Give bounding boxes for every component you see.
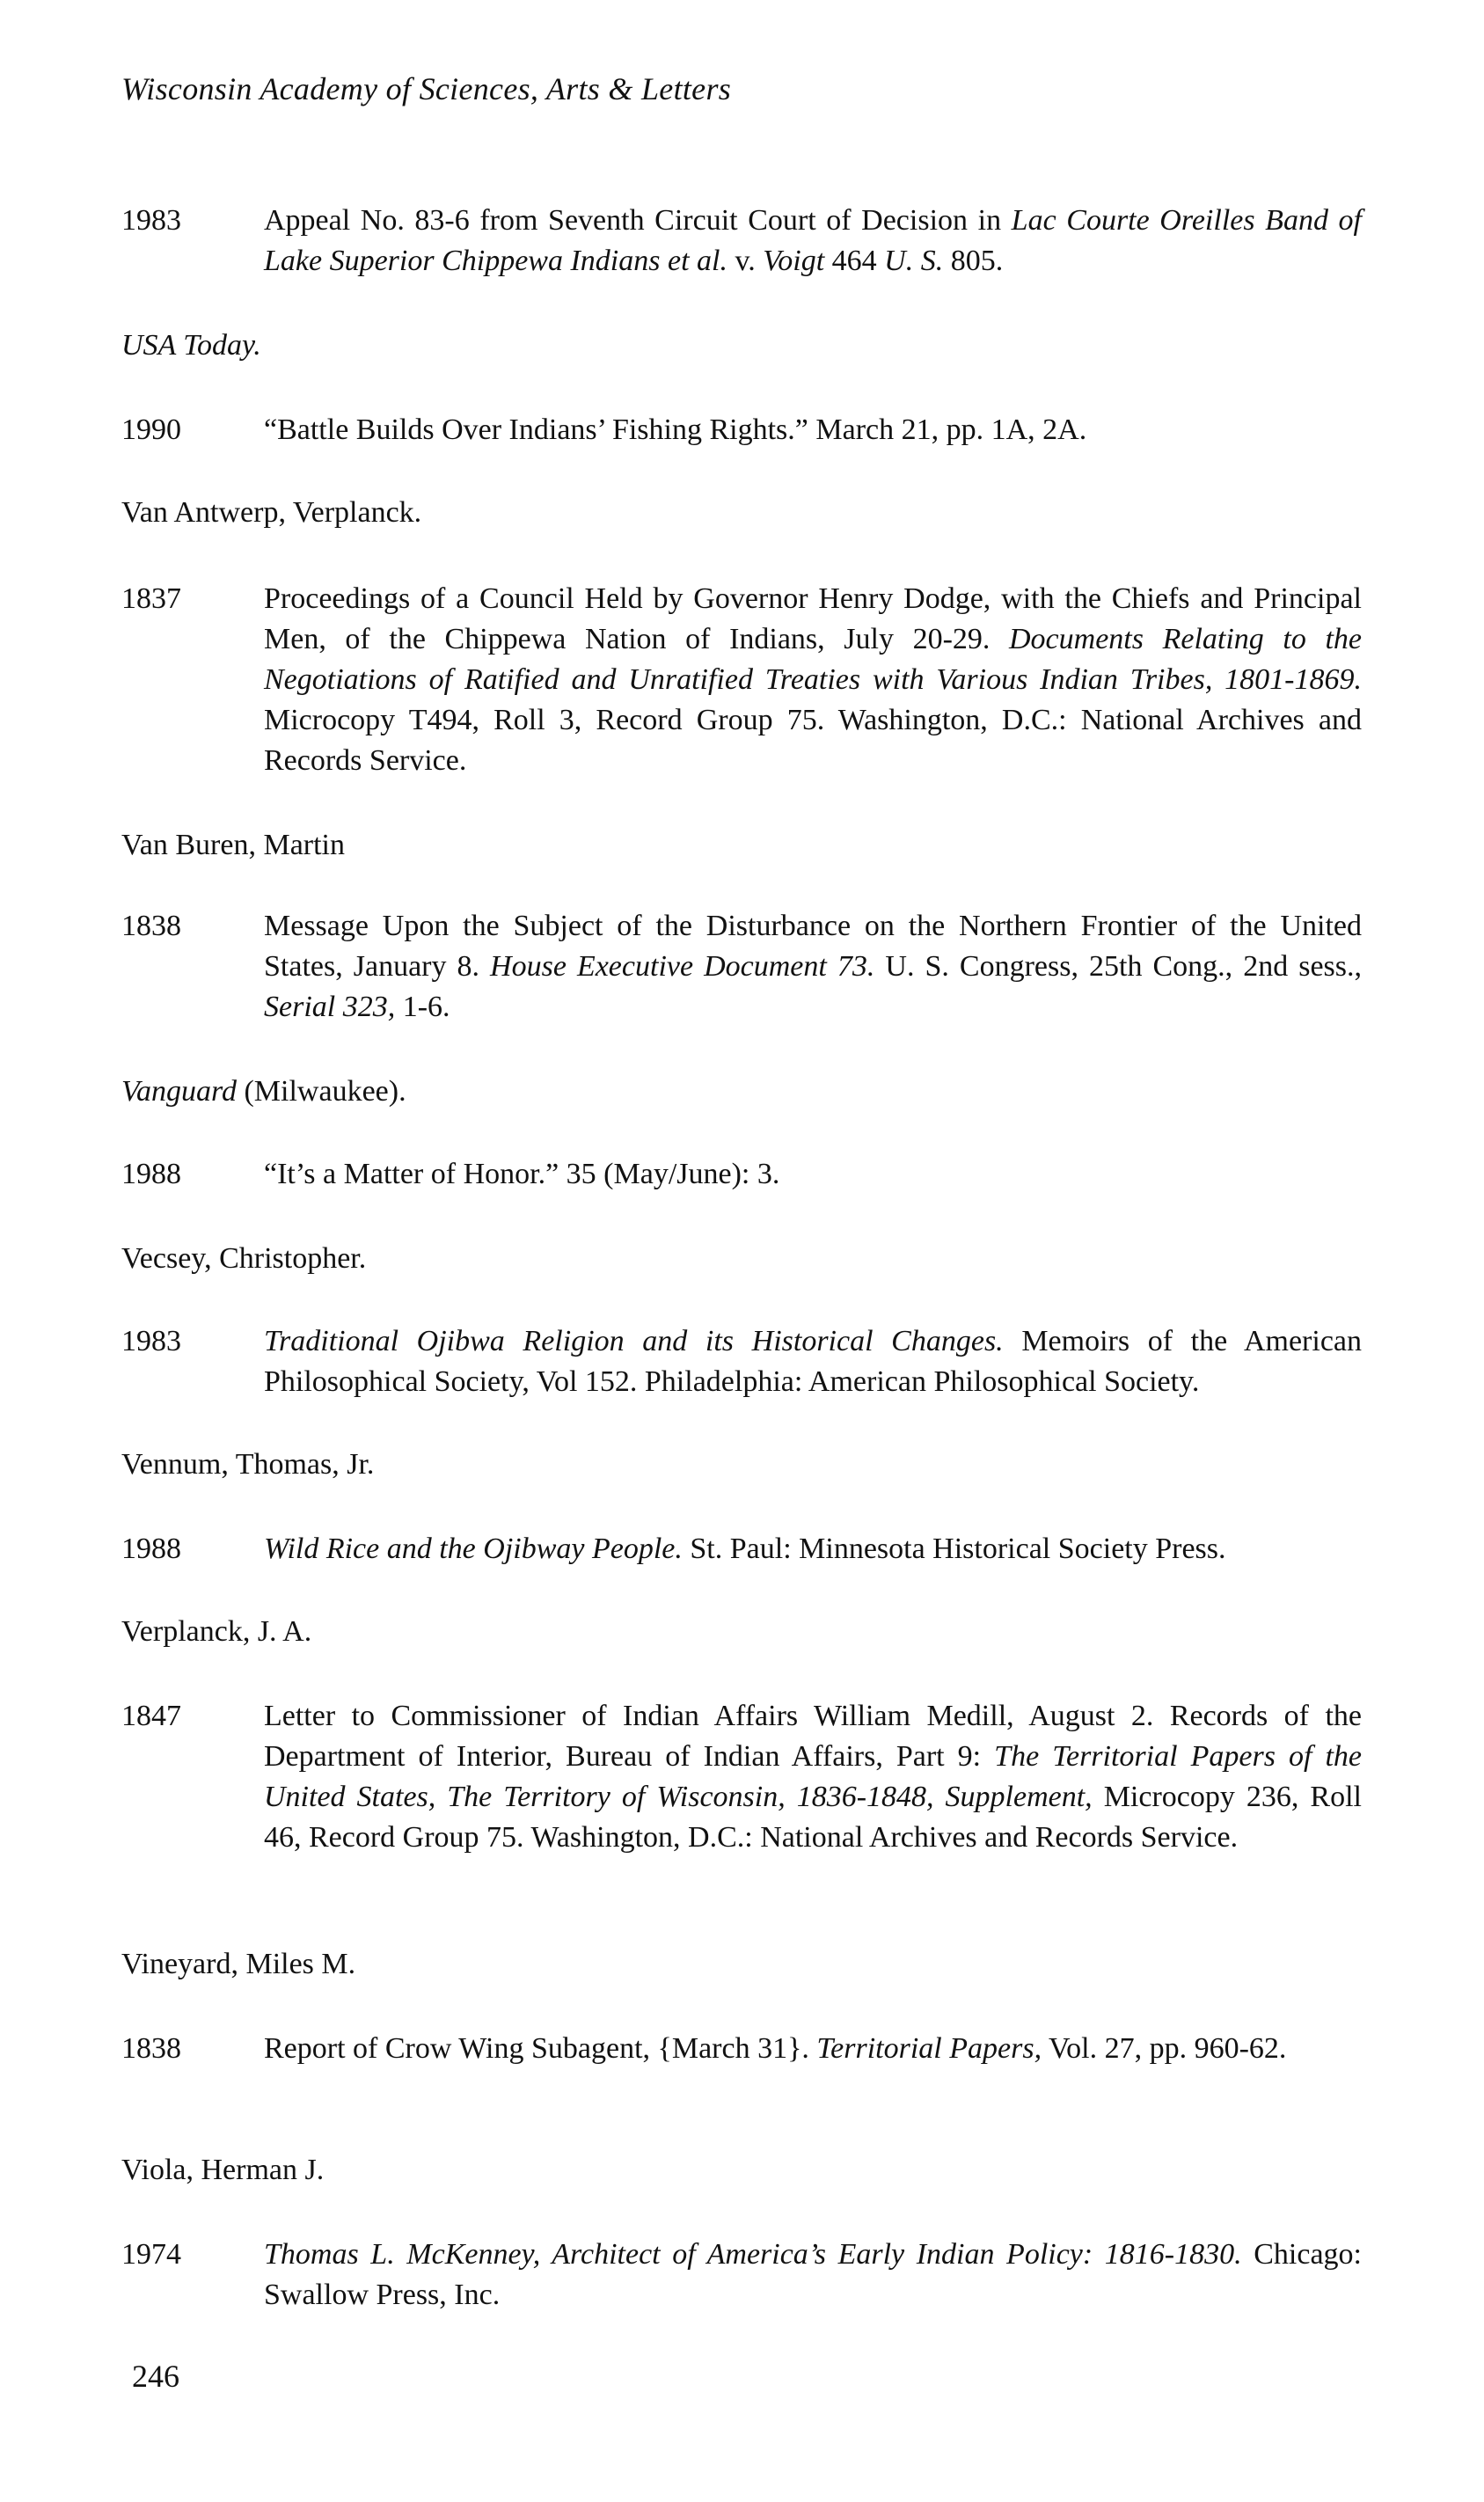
entry-year: 1988 [121,1533,181,1565]
entry-text: “It’s a Matter of Honor.” 35 (May/June): 3. [264,1158,780,1190]
entry-text: “Battle Builds Over Indians’ Fishing Rights.” March 21, pp. 1A, 2A. [264,413,1087,446]
bib-entry [121,1696,1362,1858]
entry-text-span: 464 [824,245,885,277]
author-name: Vanguard [121,1075,237,1108]
bib-entry [121,201,1362,282]
entry-year: 1837 [121,582,181,615]
entry-year: 1838 [121,910,181,942]
bib-entry [121,579,1362,781]
bib-entry [121,410,1362,450]
bib-entry [121,2235,1362,2315]
bib-entry [121,1154,1362,1195]
author-name: USA Today. [121,329,261,362]
entry-title-italic: U. S. [884,245,944,277]
entry-text [264,2235,1362,2315]
author-heading: Vecsey, Christopher. [121,1242,367,1275]
entry-text-span: Message Upon the Subject of the Disturbance on the Northern Frontier of the United States, January 8. [264,910,1362,983]
entry-text-span: Microcopy 236, Roll 46, Record Group 75. Washington, D.C.: National Archives and Records Service. [264,1781,1362,1854]
author-heading: Van Antwerp, Verplanck. [121,496,422,529]
entry-text [264,201,1362,282]
entry-text-span: 1-6. [395,991,450,1023]
entry-title-italic: Traditional Ojibwa Religion and its Historical Changes. [264,1325,1004,1357]
entry-text-span: Proceedings of a Council Held by Governor Henry Dodge, with the Chiefs and Principal Men, of the Chippewa Nation of Indians, July 20-29. [264,582,1362,655]
entry-year: 1990 [121,413,181,446]
running-header: Wisconsin Academy of Sciences, Arts & Letters [121,71,732,106]
entry-title-italic: Voigt [763,245,825,277]
entry-text-span: Letter to Commissioner of Indian Affairs William Medill, August 2. Records of the Department of Interior, Bureau of Indian Affairs, Part 9: [264,1700,1362,1773]
entry-text [264,906,1362,1028]
entry-year: 1983 [121,204,181,237]
bib-entry [121,1529,1362,1569]
entry-text [264,579,1362,781]
bib-entry [121,1321,1362,1402]
author-heading: Viola, Herman J. [121,2154,325,2186]
bib-entry [121,906,1362,1028]
author-heading: Vineyard, Miles M. [121,1948,356,1980]
entry-year: 1974 [121,2238,181,2271]
author-heading [121,326,1362,366]
entry-text-span: Chicago: Swallow Press, Inc. [264,2238,1362,2311]
entry-text-span: Appeal No. 83-6 from Seventh Circuit Court of Decision in [264,204,1012,237]
entry-year: 1847 [121,1700,181,1732]
entry-text [264,1321,1362,1402]
entry-text-span: Vol. 27, pp. 960-62. [1042,2032,1287,2065]
entry-text-span: U. S. Congress, 25th Cong., 2nd sess., [874,950,1363,983]
entry-text-span: Memoirs of the American Philosophical Society, Vol 152. Philadelphia: American Philosophical Society. [264,1325,1363,1398]
author-name-suffix: (Milwaukee). [236,1075,406,1108]
author-heading [121,1072,1362,1112]
entry-title-italic: The Territorial Papers of the United States, The Territory of Wisconsin, 1836-1848, Supplement, [264,1740,1362,1813]
entry-title-italic: Thomas L. McKenney, Architect of America’s Early Indian Policy: 1816-1830. [264,2238,1242,2271]
entry-title-italic: Territorial Papers, [816,2032,1042,2065]
author-heading: Verplanck, J. A. [121,1615,312,1648]
entry-text [264,2029,1362,2069]
entry-text-span: Report of Crow Wing Subagent, {March 31}. [264,2032,817,2065]
entry-text-span: v. [727,245,764,277]
entry-year: 1838 [121,2032,181,2065]
author-heading: Van Buren, Martin [121,829,346,861]
entry-title-italic: Wild Rice and the Ojibway People. [264,1533,683,1565]
entry-year: 1988 [121,1158,181,1190]
entry-title-italic: Documents Relating to the Negotiations of Ratified and Unratified Treaties with Various Indian Tribes, 1801-1869. [264,623,1362,696]
entry-year: 1983 [121,1325,181,1357]
bib-entry [121,2029,1362,2069]
author-heading: Vennum, Thomas, Jr. [121,1448,375,1481]
entry-text-span: 805. [943,245,1004,277]
entry-title-italic: Serial 323, [264,991,396,1023]
entry-text [264,1696,1362,1858]
entry-text-span: St. Paul: Minnesota Historical Society Press. [682,1533,1226,1565]
entry-text-span: Microcopy T494, Roll 3, Record Group 75. Washington, D.C.: National Archives and Records Service. [264,704,1362,777]
entry-text [264,1529,1362,1569]
page-number: 246 [132,2359,179,2394]
entry-title-italic: House Executive Document 73. [490,950,875,983]
entry-title-italic: Lac Courte Oreilles Band of Lake Superior Chippewa Indians et al. [264,204,1362,277]
